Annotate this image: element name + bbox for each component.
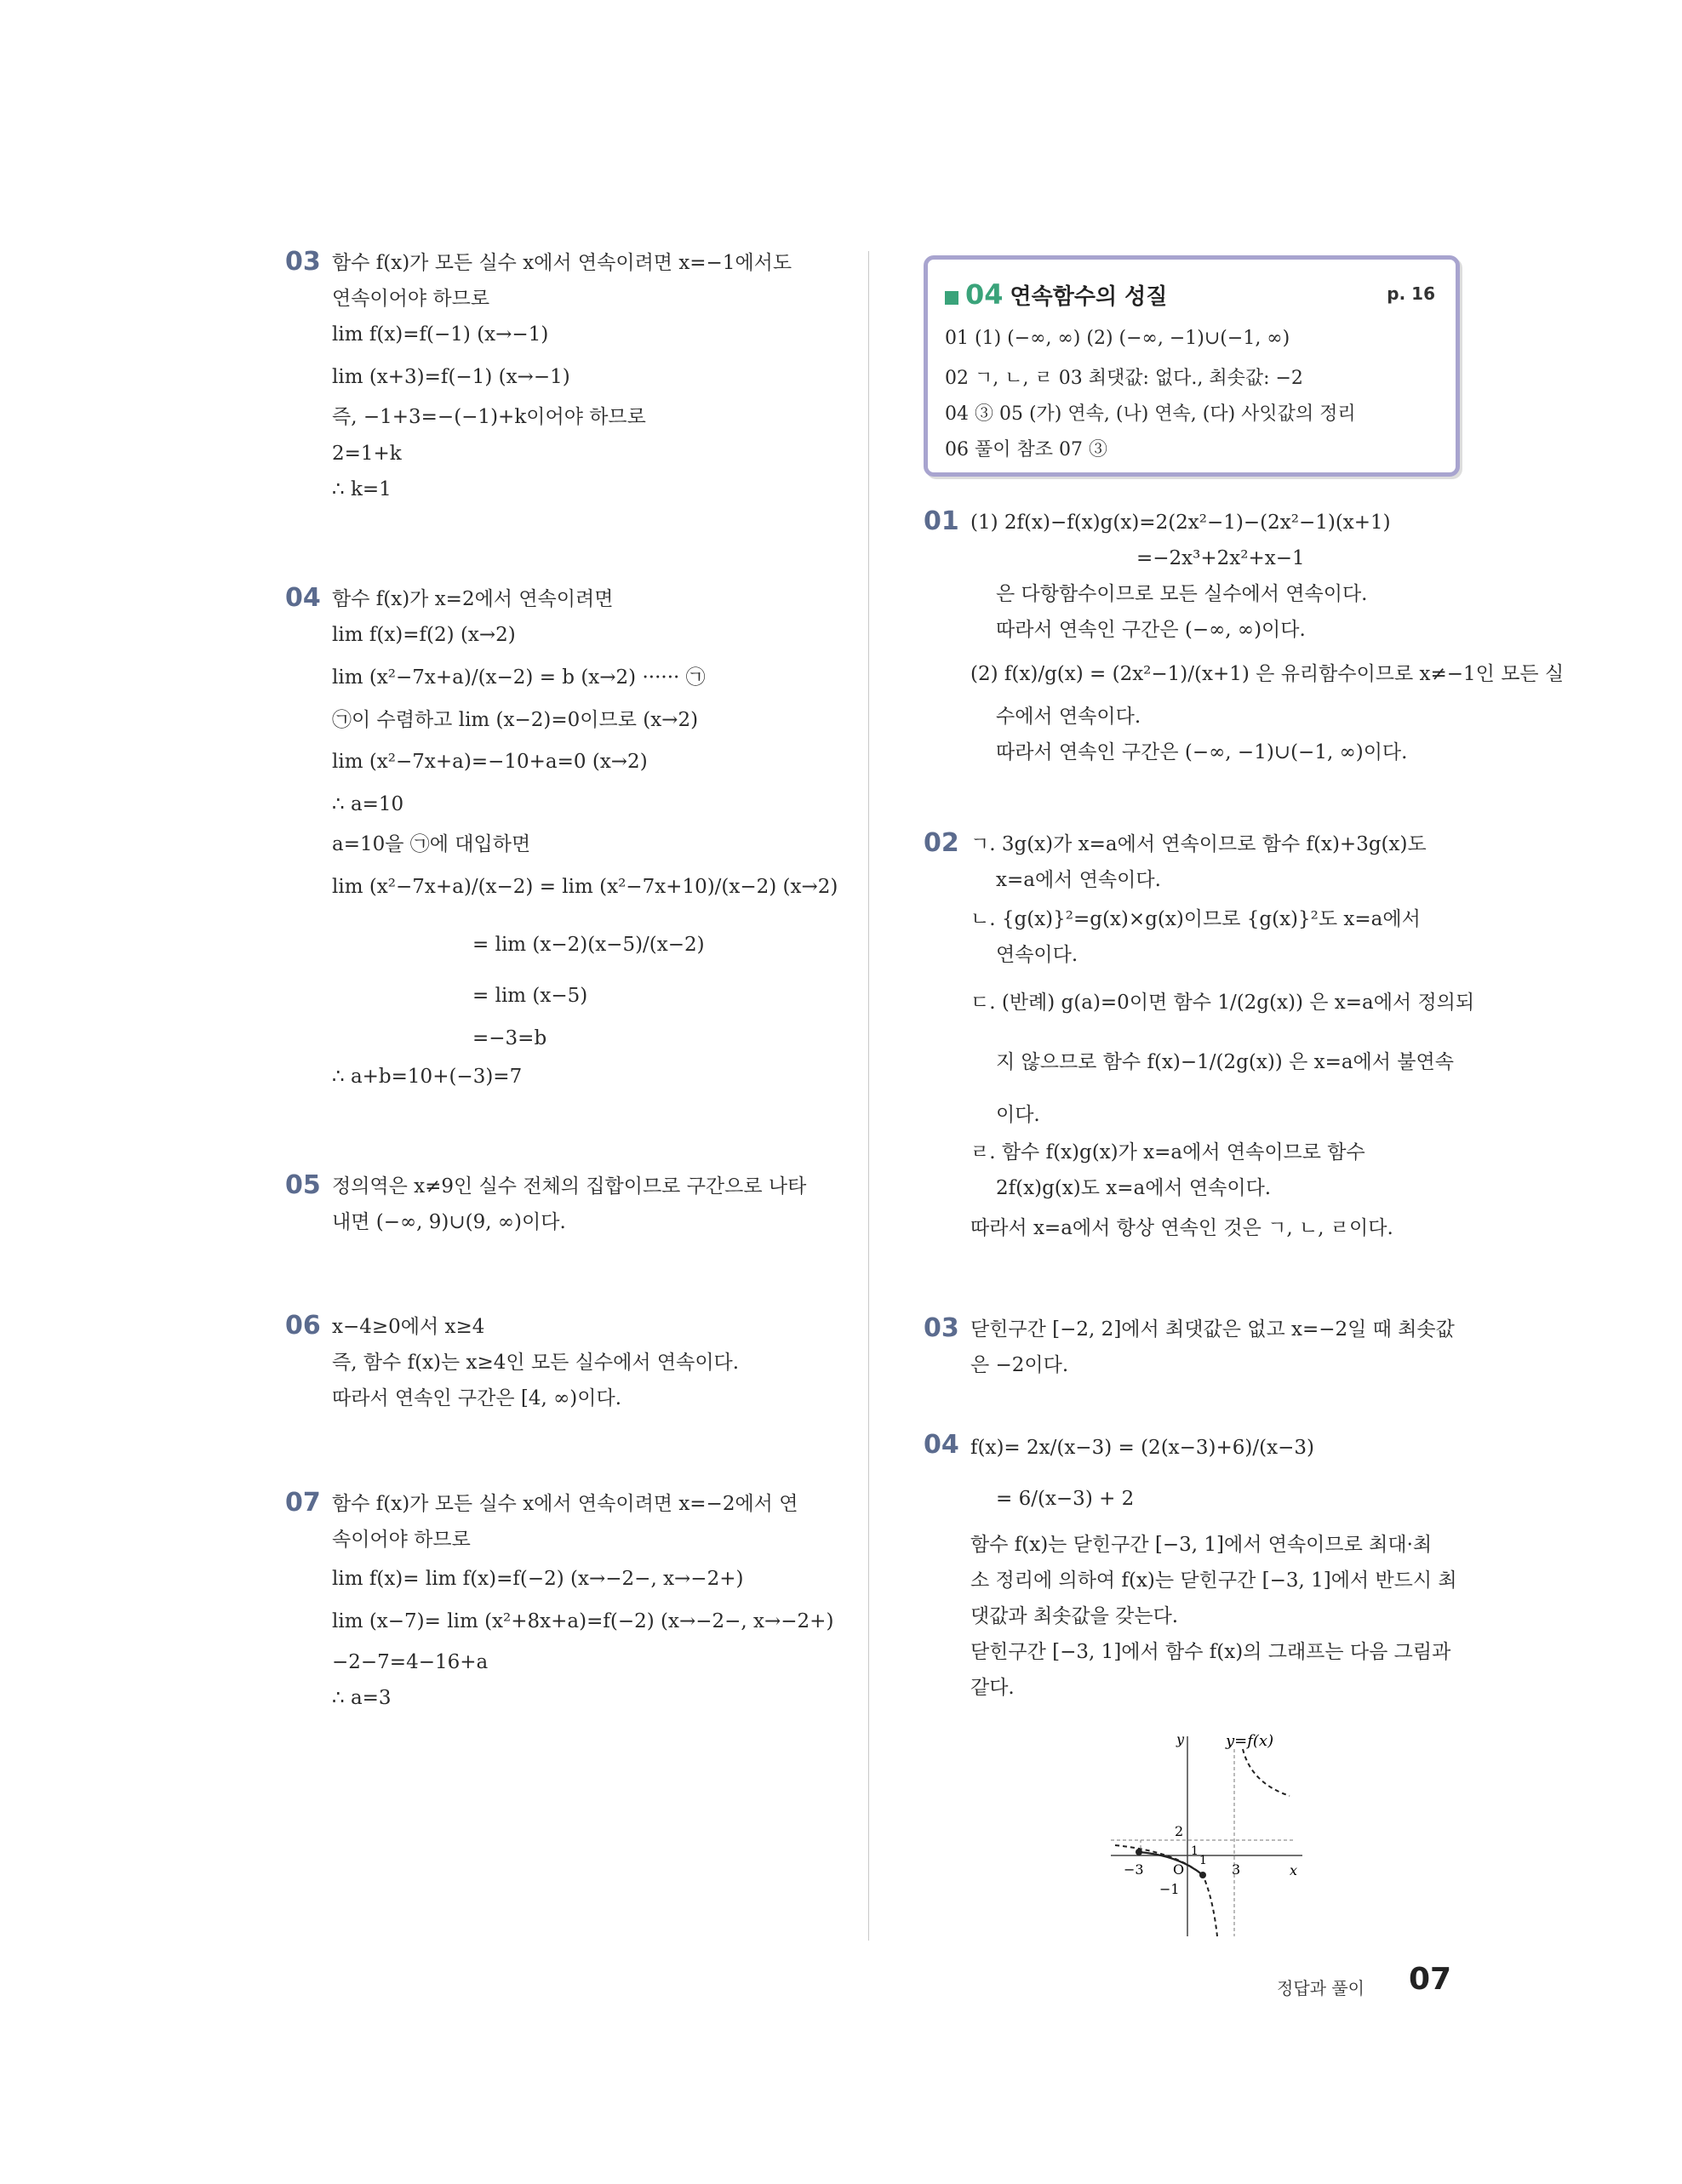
math-line: lim (x+3)=f(−1) (x→−1) [332, 366, 570, 388]
origin-label: O [1173, 1861, 1185, 1878]
math-line: (2) f(x)/g(x) = (2x²−1)/(x+1) 은 유리함수이므로 x≠−1인 모든 실 [970, 663, 1565, 685]
math-line: lim f(x)= lim f(x)=f(−2) (x→−2−, x→−2+) [332, 1568, 744, 1590]
math-line: lim (x²−7x+a)=−10+a=0 (x→2) [332, 751, 648, 773]
math-line: ∴ k=1 [332, 478, 392, 500]
math-line: f(x)= 2x/(x−3) = (2(x−3)+6)/(x−3) [970, 1437, 1314, 1459]
tick-label: −1 [1159, 1881, 1180, 1897]
text-line: 2f(x)g(x)도 x=a에서 연속이다. [996, 1177, 1272, 1199]
footer-label: 정답과 풀이 [1277, 1978, 1364, 1998]
endpoint-dot [1199, 1872, 1206, 1878]
math-line: = lim (x−5) [472, 985, 588, 1007]
problem-number: 01 [924, 506, 959, 536]
problem-number: 04 [285, 583, 321, 613]
text-line: 닫힌구간 [−2, 2]에서 최댓값은 없고 x=−2일 때 최솟값 [970, 1318, 1455, 1341]
text-line: x=a에서 연속이다. [996, 869, 1161, 891]
text-line: 함수 f(x)가 모든 실수 x에서 연속이려면 x=−1에서도 [332, 252, 792, 274]
text-line: 정의역은 x≠9인 실수 전체의 집합이므로 구간으로 나타 [332, 1175, 807, 1198]
math-line: lim f(x)=f(−1) (x→−1) [332, 323, 549, 346]
tick-label: 2 [1175, 1823, 1184, 1839]
text-line: 내면 (−∞, 9)∪(9, ∞)이다. [332, 1211, 566, 1233]
text-line: ㄴ. {g(x)}²=g(x)×g(x)이므로 {g(x)}²도 x=a에서 [970, 908, 1421, 930]
text-line: ㄹ. 함수 f(x)g(x)가 x=a에서 연속이므로 함수 [970, 1141, 1365, 1163]
y-axis-label: y [1176, 1732, 1185, 1747]
tick-label: 1 [1191, 1844, 1199, 1858]
answer-row: 06 풀이 참조 07 ③ [945, 439, 1107, 460]
text-line: 속이어야 하므로 [332, 1529, 471, 1551]
problem-number: 04 [924, 1430, 959, 1460]
section-title-text: 연속함수의 성질 [1010, 284, 1168, 310]
answer-row: 02 ㄱ, ㄴ, ㄹ 03 최댓값: 없다., 최솟값: −2 [945, 368, 1303, 389]
text-line: 소 정리에 의하여 f(x)는 닫힌구간 [−3, 1]에서 반드시 최 [970, 1569, 1457, 1592]
text-line: 지 않으므로 함수 f(x)−1/(2g(x)) 은 x=a에서 불연속 [996, 1051, 1454, 1073]
text-line: 즉, 함수 f(x)는 x≥4인 모든 실수에서 연속이다. [332, 1352, 740, 1374]
page-number: 07 [1409, 1962, 1452, 1997]
tick-label: 3 [1232, 1861, 1241, 1878]
endpoint-dot [1136, 1849, 1142, 1855]
text-line: 같다. [970, 1677, 1015, 1699]
x-axis-label: x [1290, 1862, 1298, 1878]
text-line: 이다. [996, 1104, 1040, 1126]
section-title [945, 278, 1167, 311]
math-line: =−3=b [472, 1027, 547, 1049]
math-line: = lim (x−2)(x−5)/(x−2) [472, 934, 705, 956]
math-line: lim (x−7)= lim (x²+8x+a)=f(−2) (x→−2−, x→−2+) [332, 1610, 834, 1632]
text-line: 따라서 x=a에서 항상 연속인 것은 ㄱ, ㄴ, ㄹ이다. [970, 1217, 1393, 1239]
text-line: 따라서 연속인 구간은 [4, ∞)이다. [332, 1387, 622, 1409]
math-line: ∴ a=10 [332, 793, 404, 815]
function-graph [1107, 1732, 1311, 1945]
problem-number: 02 [924, 828, 959, 858]
page-reference: p. 16 [1387, 283, 1435, 304]
text-line: 함수 f(x)가 모든 실수 x에서 연속이려면 x=−2에서 연 [332, 1493, 798, 1515]
math-line: ㉠이 수렴하고 lim (x−2)=0이므로 (x→2) [332, 709, 699, 731]
text-line: 따라서 연속인 구간은 (−∞, −1)∪(−1, ∞)이다. [996, 741, 1408, 763]
math-line: −2−7=4−16+a [332, 1651, 489, 1673]
math-line: (1) 2f(x)−f(x)g(x)=2(2x²−1)−(2x²−1)(x+1) [970, 512, 1391, 534]
math-line: ∴ a=3 [332, 1687, 392, 1709]
text-line: 연속이다. [996, 944, 1078, 966]
tick-label: 1 [1199, 1854, 1207, 1867]
curve-label: y=f(x) [1226, 1732, 1274, 1750]
answer-row: 04 ③ 05 (가) 연속, (나) 연속, (다) 사잇값의 정리 [945, 403, 1356, 425]
math-line: lim (x²−7x+a)/(x−2) = lim (x²−7x+10)/(x−2) (x→2) [332, 876, 838, 898]
text-line: 닫힌구간 [−3, 1]에서 함수 f(x)의 그래프는 다음 그림과 [970, 1641, 1451, 1663]
text-line: 은 다항함수이므로 모든 실수에서 연속이다. [996, 583, 1368, 605]
answer-row: 01 (1) (−∞, ∞) (2) (−∞, −1)∪(−1, ∞) [945, 328, 1290, 349]
math-line: 즉, −1+3=−(−1)+k이어야 하므로 [332, 406, 646, 428]
text-line: 은 −2이다. [970, 1354, 1069, 1376]
math-line: lim f(x)=f(2) (x→2) [332, 624, 516, 646]
problem-number: 07 [285, 1488, 321, 1518]
text-line: 댓값과 최솟값을 갖는다. [970, 1605, 1179, 1627]
curve-right-branch [1243, 1749, 1290, 1796]
text-line: 수에서 연속이다. [996, 706, 1141, 728]
problem-number: 05 [285, 1170, 321, 1200]
text-line: 함수 f(x)는 닫힌구간 [−3, 1]에서 연속이므로 최대·최 [970, 1534, 1433, 1556]
math-line: ∴ a+b=10+(−3)=7 [332, 1066, 523, 1088]
math-line: x−4≥0에서 x≥4 [332, 1316, 485, 1338]
math-line: = 6/(x−3) + 2 [996, 1488, 1135, 1510]
problem-number: 06 [285, 1311, 321, 1341]
text-line: 연속이어야 하므로 [332, 288, 490, 310]
text-line: 따라서 연속인 구간은 (−∞, ∞)이다. [996, 619, 1306, 641]
text-line: 함수 f(x)가 x=2에서 연속이려면 [332, 588, 614, 610]
text-line: ㄱ. 3g(x)가 x=a에서 연속이므로 함수 f(x)+3g(x)도 [970, 833, 1427, 855]
tick-label: −3 [1124, 1861, 1144, 1878]
math-line: 2=1+k [332, 443, 402, 465]
text-line: ㄷ. (반례) g(a)=0이면 함수 1/(2g(x)) 은 x=a에서 정의되 [970, 992, 1475, 1014]
problem-number: 03 [924, 1313, 959, 1343]
problem-number: 03 [285, 247, 321, 277]
square-bullet-icon [945, 291, 958, 305]
section-number: 04 [965, 278, 1004, 311]
math-line: lim (x²−7x+a)/(x−2) = b (x→2) ······ ㉠ [332, 666, 706, 689]
answer-summary-box [924, 255, 1460, 477]
math-line: =−2x³+2x²+x−1 [1136, 547, 1305, 569]
column-divider [868, 251, 869, 1941]
text-line: a=10을 ㉠에 대입하면 [332, 833, 531, 855]
